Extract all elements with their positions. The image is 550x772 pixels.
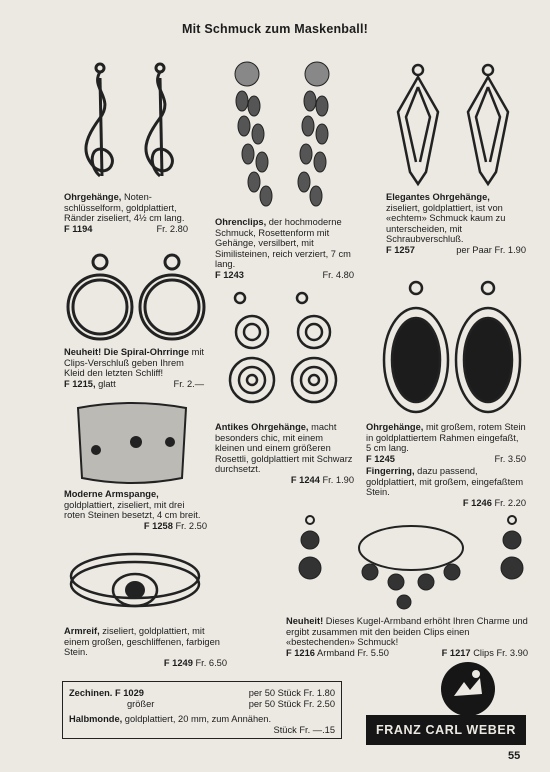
zechinen-box xyxy=(62,681,342,739)
item-price: Fr. 2.20 xyxy=(494,497,526,508)
item-ohrgehaenge-noten xyxy=(64,192,188,234)
item-name: Neuheit! Die Spiral-Ohrringe xyxy=(64,347,190,357)
zechinen-price1: per 50 Stück Fr. 1.80 xyxy=(248,688,335,698)
halbmonde-label: Halbmonde, xyxy=(69,714,123,725)
elegant-drop-earrings-illustration xyxy=(388,62,518,190)
item-desc: goldplattiert, ziseliert, mit drei roten Steinen besetzt, 4 cm breit. xyxy=(64,499,201,521)
item-price: Fr. 5.50 xyxy=(357,647,389,658)
item-code: F 1258 xyxy=(143,520,173,531)
item-price: Fr. 4.80 xyxy=(322,269,354,280)
spiral-hoop-earrings-illustration xyxy=(62,252,212,344)
logo-text: FRANZ CARL WEBER xyxy=(376,723,516,737)
item-elegantes xyxy=(386,192,526,256)
franz-carl-weber-logo xyxy=(366,715,526,745)
oval-stone-earrings-illustration xyxy=(378,280,528,418)
item-name: Elegantes Ohrgehänge, xyxy=(386,192,490,202)
item-price: per Paar Fr. 1.90 xyxy=(456,244,526,255)
zechinen-price2: per 50 Stück Fr. 2.50 xyxy=(248,698,335,709)
item-kugelarmband xyxy=(286,616,528,658)
item-ohrgehaenge-rot xyxy=(366,422,526,464)
item-name: Fingerring, xyxy=(366,466,415,476)
item-code: F 1194 xyxy=(64,223,93,234)
page-title: Mit Schmuck zum Maskenball! xyxy=(182,22,368,36)
halbmonde-desc: goldplattiert, 20 mm, zum Annähen. xyxy=(124,714,272,725)
item-desc: mit großem, rotem Stein in goldplattiertem Rahmen eingefaßt, 5 cm lang. xyxy=(366,422,526,454)
item-price: Fr. 3.90 xyxy=(496,647,528,658)
item-name: Antikes Ohrgehänge, xyxy=(215,422,309,432)
zechinen-code: F 1029 xyxy=(115,688,144,698)
item-label: Armband xyxy=(317,647,355,658)
item-label: Clips xyxy=(473,647,494,658)
item-desc: Noten-schlüsselform, goldplattiert, Ränder ziseliert, 4½ cm lang. xyxy=(64,192,185,224)
rosette-clips-illustration xyxy=(222,56,342,216)
item-code: F 1215, xyxy=(64,378,96,389)
item-code: F 1249 xyxy=(163,657,193,668)
item-price: Fr. 2.80 xyxy=(156,223,188,234)
zechinen-groesser: größer xyxy=(127,698,155,709)
item-code: F 1217 xyxy=(441,647,471,658)
item-price: Fr. 1.90 xyxy=(322,474,354,485)
treble-clef-earrings-illustration xyxy=(60,58,190,188)
item-price: Fr. 2.— xyxy=(173,378,204,389)
page-number: 55 xyxy=(508,750,521,762)
franz-carl-weber-logo-emblem xyxy=(436,660,500,718)
item-armreif xyxy=(64,626,227,668)
item-desc: ziseliert, goldplattiert, ist von «echtem» Schmuck kaum zu unterscheiden, mit Schraubverschluß. xyxy=(386,202,506,245)
item-desc: Dieses Kugel-Armband erhöht Ihren Charme und ergibt zusammen mit den beiden Clips einen «bestechenden» Schmuck! xyxy=(286,616,528,648)
item-code: F 1246 xyxy=(462,497,492,508)
item-fingerring xyxy=(366,466,526,508)
item-ohrenclips xyxy=(215,217,354,281)
halbmonde-price: Stück Fr. —.15 xyxy=(273,724,335,735)
item-name: Ohrgehänge, xyxy=(64,192,122,202)
antique-rosette-earrings-illustration xyxy=(222,290,352,418)
item-desc: dazu passend, goldplattiert, mit großem, eingefaßtem Stein. xyxy=(366,466,524,498)
ball-bracelet-illustration xyxy=(296,510,526,612)
item-desc: macht besonders chic, mit einem kleinen und einem größeren Rosettli, goldplattiert mit Schwarz durchsetzt. xyxy=(215,422,353,475)
item-spiral xyxy=(64,347,204,389)
item-name: Neuheit! xyxy=(286,616,324,626)
item-code: F 1257 xyxy=(386,244,415,255)
item-name: Ohrgehänge, xyxy=(366,422,424,432)
item-name: Moderne Armspange, xyxy=(64,489,159,499)
bangle-illustration xyxy=(66,546,204,626)
arm-cuff-illustration xyxy=(70,398,194,486)
item-desc: mit Clips-Verschluß geben Ihrem Kleid den letzten Schliff! xyxy=(64,347,205,379)
item-variant: glatt xyxy=(98,378,116,389)
item-desc: ziseliert, goldplattiert, mit einem großen, geschliffenen, farbigen Stein. xyxy=(64,626,220,658)
zechinen-label: Zechinen. xyxy=(69,688,113,698)
item-price: Fr. 6.50 xyxy=(195,657,227,668)
item-code: F 1245 xyxy=(366,453,395,464)
item-armspange xyxy=(64,489,207,531)
item-price: Fr. 3.50 xyxy=(494,453,526,464)
item-code: F 1243 xyxy=(215,269,244,280)
item-antikes xyxy=(215,422,354,486)
item-name: Ohrenclips, xyxy=(215,217,267,227)
item-code: F 1216 xyxy=(286,647,315,658)
item-desc: der hochmoderne Schmuck, Rosettenform mit Gehänge, versilbert, mit Similisteinen, reich verziert, 7 cm lang. xyxy=(215,217,351,270)
item-code: F 1244 xyxy=(290,474,320,485)
item-name: Armreif, xyxy=(64,626,100,636)
item-price: Fr. 2.50 xyxy=(175,520,207,531)
